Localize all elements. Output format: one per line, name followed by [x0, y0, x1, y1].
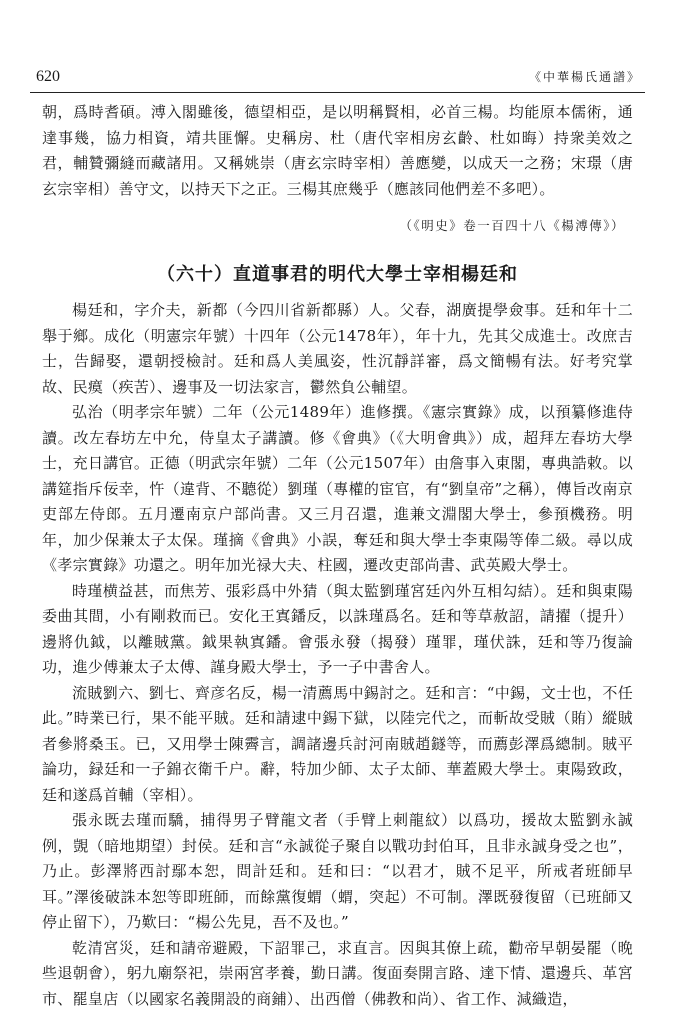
page-body [42, 100, 633, 1012]
body-paragraph: 時瑾横益甚，而焦芳、張彩爲中外猜（與太監劉瑾宮廷內外互相勾結）。廷和與東陽委曲其間，小有剛救而已。安化王寘鐇反，以誅瑾爲名。廷和等草赦詔，請擢（提升）邊將仇鉞，以離賊黨。鉞果執寘鐇。會張永發（揭發）瑾罪，瑾伏誅，廷和等乃復論功，進少傅兼太子太傅、謹身殿大學士，予一子中書舍人。 [42, 579, 633, 681]
page-header [30, 64, 645, 88]
body-paragraph: 張永既去瑾而驕，捕得男子臂龍文者（手臂上刺龍紋）以爲功，援故太監劉永誠例，覬（暗地期望）封侯。廷和言“永誠從子聚自以戰功封伯耳，且非永誠身受之也”，乃止。彭澤將西討鄢本恕，問計廷和。廷和曰：“以君才，賊不足平，所戒者班師早耳。”澤後破誅本恕等即班師，而餘黨復蝟（蝟，突起）不可制。澤既發復留（已班師又停止留下），乃歎曰：“楊公先見，吾不及也。” [42, 808, 633, 936]
running-title: 《中華楊氏通譜》 [529, 68, 641, 85]
continued-paragraph: 朝，爲時耆碩。溥入閣雖後，德望相亞，是以明稱賢相，必首三楊。均能原本儒術，通達事幾，協力相資，靖共匪懈。史稱房、杜（唐代宰相房玄齡、杜如晦）持衆美效之君，輔贊彌縫而藏諸用。又稱姚崇（唐玄宗時宰相）善應變，以成天一之務；宋璟（唐玄宗宰相）善守文，以持天下之正。三楊其庶幾乎（應該同他們差不多吧）。 [42, 100, 633, 202]
body-paragraph: 弘治（明孝宗年號）二年（公元1489年）進修撰。《憲宗實錄》成，以預纂修進侍讀。改左春坊左中允，侍皇太子講讀。修《會典》（《大明會典》）成，超拜左春坊大學士，充日講官。正德（明武宗年號）二年（公元1507年）由詹事入東閣，專典誥敕。以講筵指斥佞幸，忤（違背、不聽從）劉瑾（專權的宦官，有“劉皇帝”之稱），傳旨改南京吏部左侍郎。五月遷南京户部尚書。又三月召還，進兼文淵閣大學士，參預機務。明年，加少保兼太子太保。瑾摘《會典》小誤，奪廷和與大學士李東陽等俸二級。尋以成《孝宗實錄》功還之。明年加光禄大夫、柱國，遷改吏部尚書、武英殿大學士。 [42, 400, 633, 579]
body-paragraph: 楊廷和，字介夫，新都（今四川省新都縣）人。父春，湖廣提學僉事。廷和年十二舉于鄉。成化（明憲宗年號）十四年（公元1478年），年十九，先其父成進士。改庶吉士，告歸娶，還朝授檢討。廷和爲人美風姿，性沉靜詳審，爲文簡暢有法。好考究掌故、民瘼（疾苦）、邊事及一切法家言，鬱然負公輔望。 [42, 298, 633, 400]
body-paragraph: 乾清宮災，廷和請帝避殿，下詔罪己，求直言。因與其僚上疏，勸帝早朝晏罷（晚些退朝會），躬九廟祭祀，崇兩宮孝養，勤日講。復面奏開言路、達下情、還邊兵、革宮市、罷皇店（以國家名義開設的商鋪）、出西僧（佛教和尚）、省工作、減織造， [42, 936, 633, 1012]
section-title: （六十）直道事君的明代大學士宰相楊廷和 [42, 260, 633, 286]
source-citation: （《明史》卷一百四十八《楊溥傳》） [42, 216, 625, 234]
body-paragraph: 流賊劉六、劉七、齊彦名反，楊一清薦馬中錫討之。廷和言：“中錫，文士也，不任此。”時業已行，果不能平賊。廷和請逮中錫下獄，以陸完代之，而斬故受賊（賄）縱賊者參將桑玉。已，又用學士陳霽言，調諸邊兵討河南賊趙鐩等，而薦彭澤爲總制。賊平論功，録廷和一子錦衣衛千户。辭，特加少師、太子太師、華蓋殿大學士。東陽致政，廷和遂爲首輔（宰相）。 [42, 681, 633, 809]
header-rule [30, 92, 645, 93]
page-number: 620 [36, 68, 60, 86]
